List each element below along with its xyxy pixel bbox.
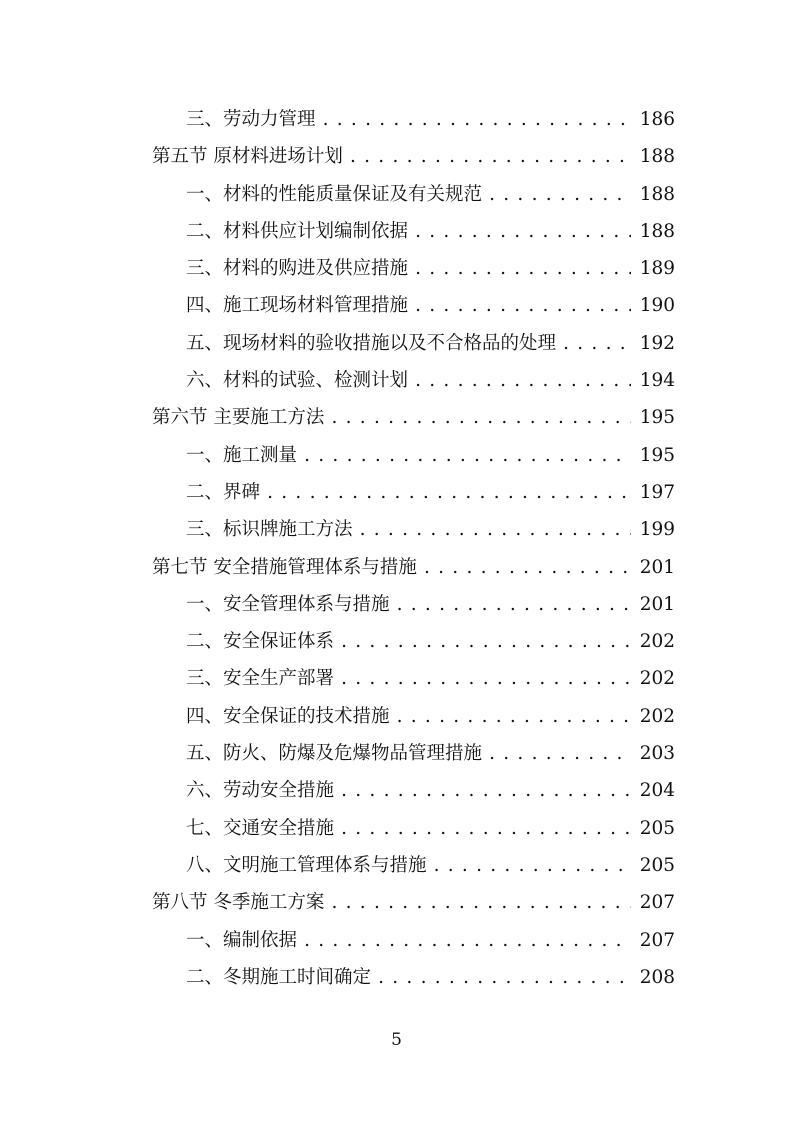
toc-entry-page: 186 — [631, 101, 675, 138]
toc-entry-label — [186, 586, 675, 623]
toc-entry[interactable] — [0, 176, 793, 213]
toc-entry[interactable] — [0, 325, 793, 362]
toc-entry[interactable] — [0, 959, 793, 996]
toc-entry-page: 203 — [631, 735, 675, 772]
toc-entry-page: 195 — [631, 399, 675, 436]
toc-entry-page: 202 — [631, 660, 675, 697]
toc-entry[interactable] — [0, 101, 793, 138]
toc-entry-title: 二、安全保证体系 . . . — [186, 631, 675, 652]
toc-section-entry[interactable] — [0, 138, 793, 175]
toc-entry-page: 201 — [631, 586, 675, 623]
toc-entry[interactable] — [0, 698, 793, 735]
toc-entry-page: 207 — [631, 922, 675, 959]
toc-entry-page: 208 — [631, 959, 675, 996]
toc-entry-label — [186, 325, 675, 362]
toc-entry-label — [186, 437, 675, 474]
toc-entry-label — [186, 101, 675, 138]
toc-entry-title: 第七节 安全措施管理体系与措施 . . . — [152, 557, 675, 578]
toc-entry-title: 八、文明施工管理体系与措施 . . . — [186, 855, 675, 876]
toc-entry-label — [186, 623, 675, 660]
toc-entry-title: 三、材料的购进及供应措施 . . . — [186, 258, 675, 279]
table-of-contents — [0, 101, 793, 996]
toc-entry-page: 205 — [631, 810, 675, 847]
toc-entry[interactable] — [0, 511, 793, 548]
toc-entry-page: 192 — [631, 325, 675, 362]
toc-entry-page: 194 — [631, 362, 675, 399]
toc-entry-label — [186, 698, 675, 735]
toc-entry-page: 199 — [631, 511, 675, 548]
toc-entry-title: 三、标识牌施工方法 . . . — [186, 519, 675, 540]
toc-entry-title: 五、防火、防爆及危爆物品管理措施 . . . — [186, 743, 675, 764]
toc-entry-label — [186, 847, 675, 884]
toc-entry-label — [186, 735, 675, 772]
toc-entry[interactable] — [0, 586, 793, 623]
toc-entry[interactable] — [0, 847, 793, 884]
toc-entry[interactable] — [0, 922, 793, 959]
toc-entry-label — [186, 474, 675, 511]
toc-entry-title: 第六节 主要施工方法 . . . — [152, 407, 675, 428]
toc-entry-label — [186, 660, 675, 697]
toc-entry-page: 205 — [631, 847, 675, 884]
toc-entry[interactable] — [0, 474, 793, 511]
toc-entry[interactable] — [0, 362, 793, 399]
toc-entry-label — [186, 250, 675, 287]
toc-entry-page: 197 — [631, 474, 675, 511]
toc-entry-page: 189 — [631, 250, 675, 287]
toc-entry-title: 三、劳动力管理 . . . — [186, 109, 675, 130]
toc-entry-page: 201 — [631, 549, 675, 586]
toc-entry-label — [186, 959, 675, 996]
toc-entry-title: 一、安全管理体系与措施 . . . — [186, 594, 675, 615]
toc-entry[interactable] — [0, 772, 793, 809]
toc-entry[interactable] — [0, 213, 793, 250]
toc-entry-title: 二、界碑 . . . — [186, 482, 675, 503]
toc-entry-title: 第五节 原材料进场计划 . . . — [152, 146, 675, 167]
toc-entry-page: 204 — [631, 772, 675, 809]
toc-entry-label — [186, 772, 675, 809]
toc-entry-title: 一、编制依据 . . . — [186, 930, 675, 951]
toc-entry-title: 五、现场材料的验收措施以及不合格品的处理 . . . — [186, 333, 675, 354]
toc-entry-page: 195 — [631, 437, 675, 474]
toc-entry[interactable] — [0, 810, 793, 847]
toc-entry-page: 188 — [631, 176, 675, 213]
toc-entry-page: 188 — [631, 138, 675, 175]
toc-entry-title: 一、施工测量 . . . — [186, 445, 675, 466]
toc-entry-page: 188 — [631, 213, 675, 250]
toc-entry-label — [186, 810, 675, 847]
toc-entry-label — [186, 922, 675, 959]
toc-entry-title: 六、材料的试验、检测计划 . . . — [186, 370, 675, 391]
toc-section-entry[interactable] — [0, 884, 793, 921]
page-number: 5 — [391, 1030, 402, 1050]
toc-entry-page: 207 — [631, 884, 675, 921]
toc-entry-label — [152, 399, 675, 436]
toc-entry-page: 202 — [631, 623, 675, 660]
toc-entry-label — [152, 549, 675, 586]
toc-entry-title: 四、施工现场材料管理措施 . . . — [186, 295, 675, 316]
toc-entry-title: 二、材料供应计划编制依据 . . . — [186, 221, 675, 242]
toc-entry-label — [186, 511, 675, 548]
toc-section-entry[interactable] — [0, 399, 793, 436]
toc-entry-page: 190 — [631, 287, 675, 324]
toc-entry-label — [152, 138, 675, 175]
toc-entry[interactable] — [0, 287, 793, 324]
toc-entry-title: 七、交通安全措施 . . . — [186, 818, 675, 839]
toc-section-entry[interactable] — [0, 549, 793, 586]
toc-entry-title: 二、冬期施工时间确定 . . . — [186, 967, 675, 988]
toc-entry-page: 202 — [631, 698, 675, 735]
toc-entry[interactable] — [0, 250, 793, 287]
toc-entry-label — [186, 213, 675, 250]
toc-entry-title: 四、安全保证的技术措施 . . . — [186, 706, 675, 727]
toc-entry[interactable] — [0, 660, 793, 697]
toc-entry-label — [186, 362, 675, 399]
toc-entry[interactable] — [0, 735, 793, 772]
toc-entry[interactable] — [0, 623, 793, 660]
toc-entry-label — [186, 287, 675, 324]
toc-entry-label — [186, 176, 675, 213]
toc-entry-title: 一、材料的性能质量保证及有关规范 . . . — [186, 184, 675, 205]
toc-entry-title: 三、安全生产部署 . . . — [186, 668, 675, 689]
toc-entry-title: 六、劳动安全措施 . . . — [186, 780, 675, 801]
toc-entry[interactable] — [0, 437, 793, 474]
toc-entry-label — [152, 884, 675, 921]
toc-entry-title: 第八节 冬季施工方案 . . . — [152, 892, 675, 913]
